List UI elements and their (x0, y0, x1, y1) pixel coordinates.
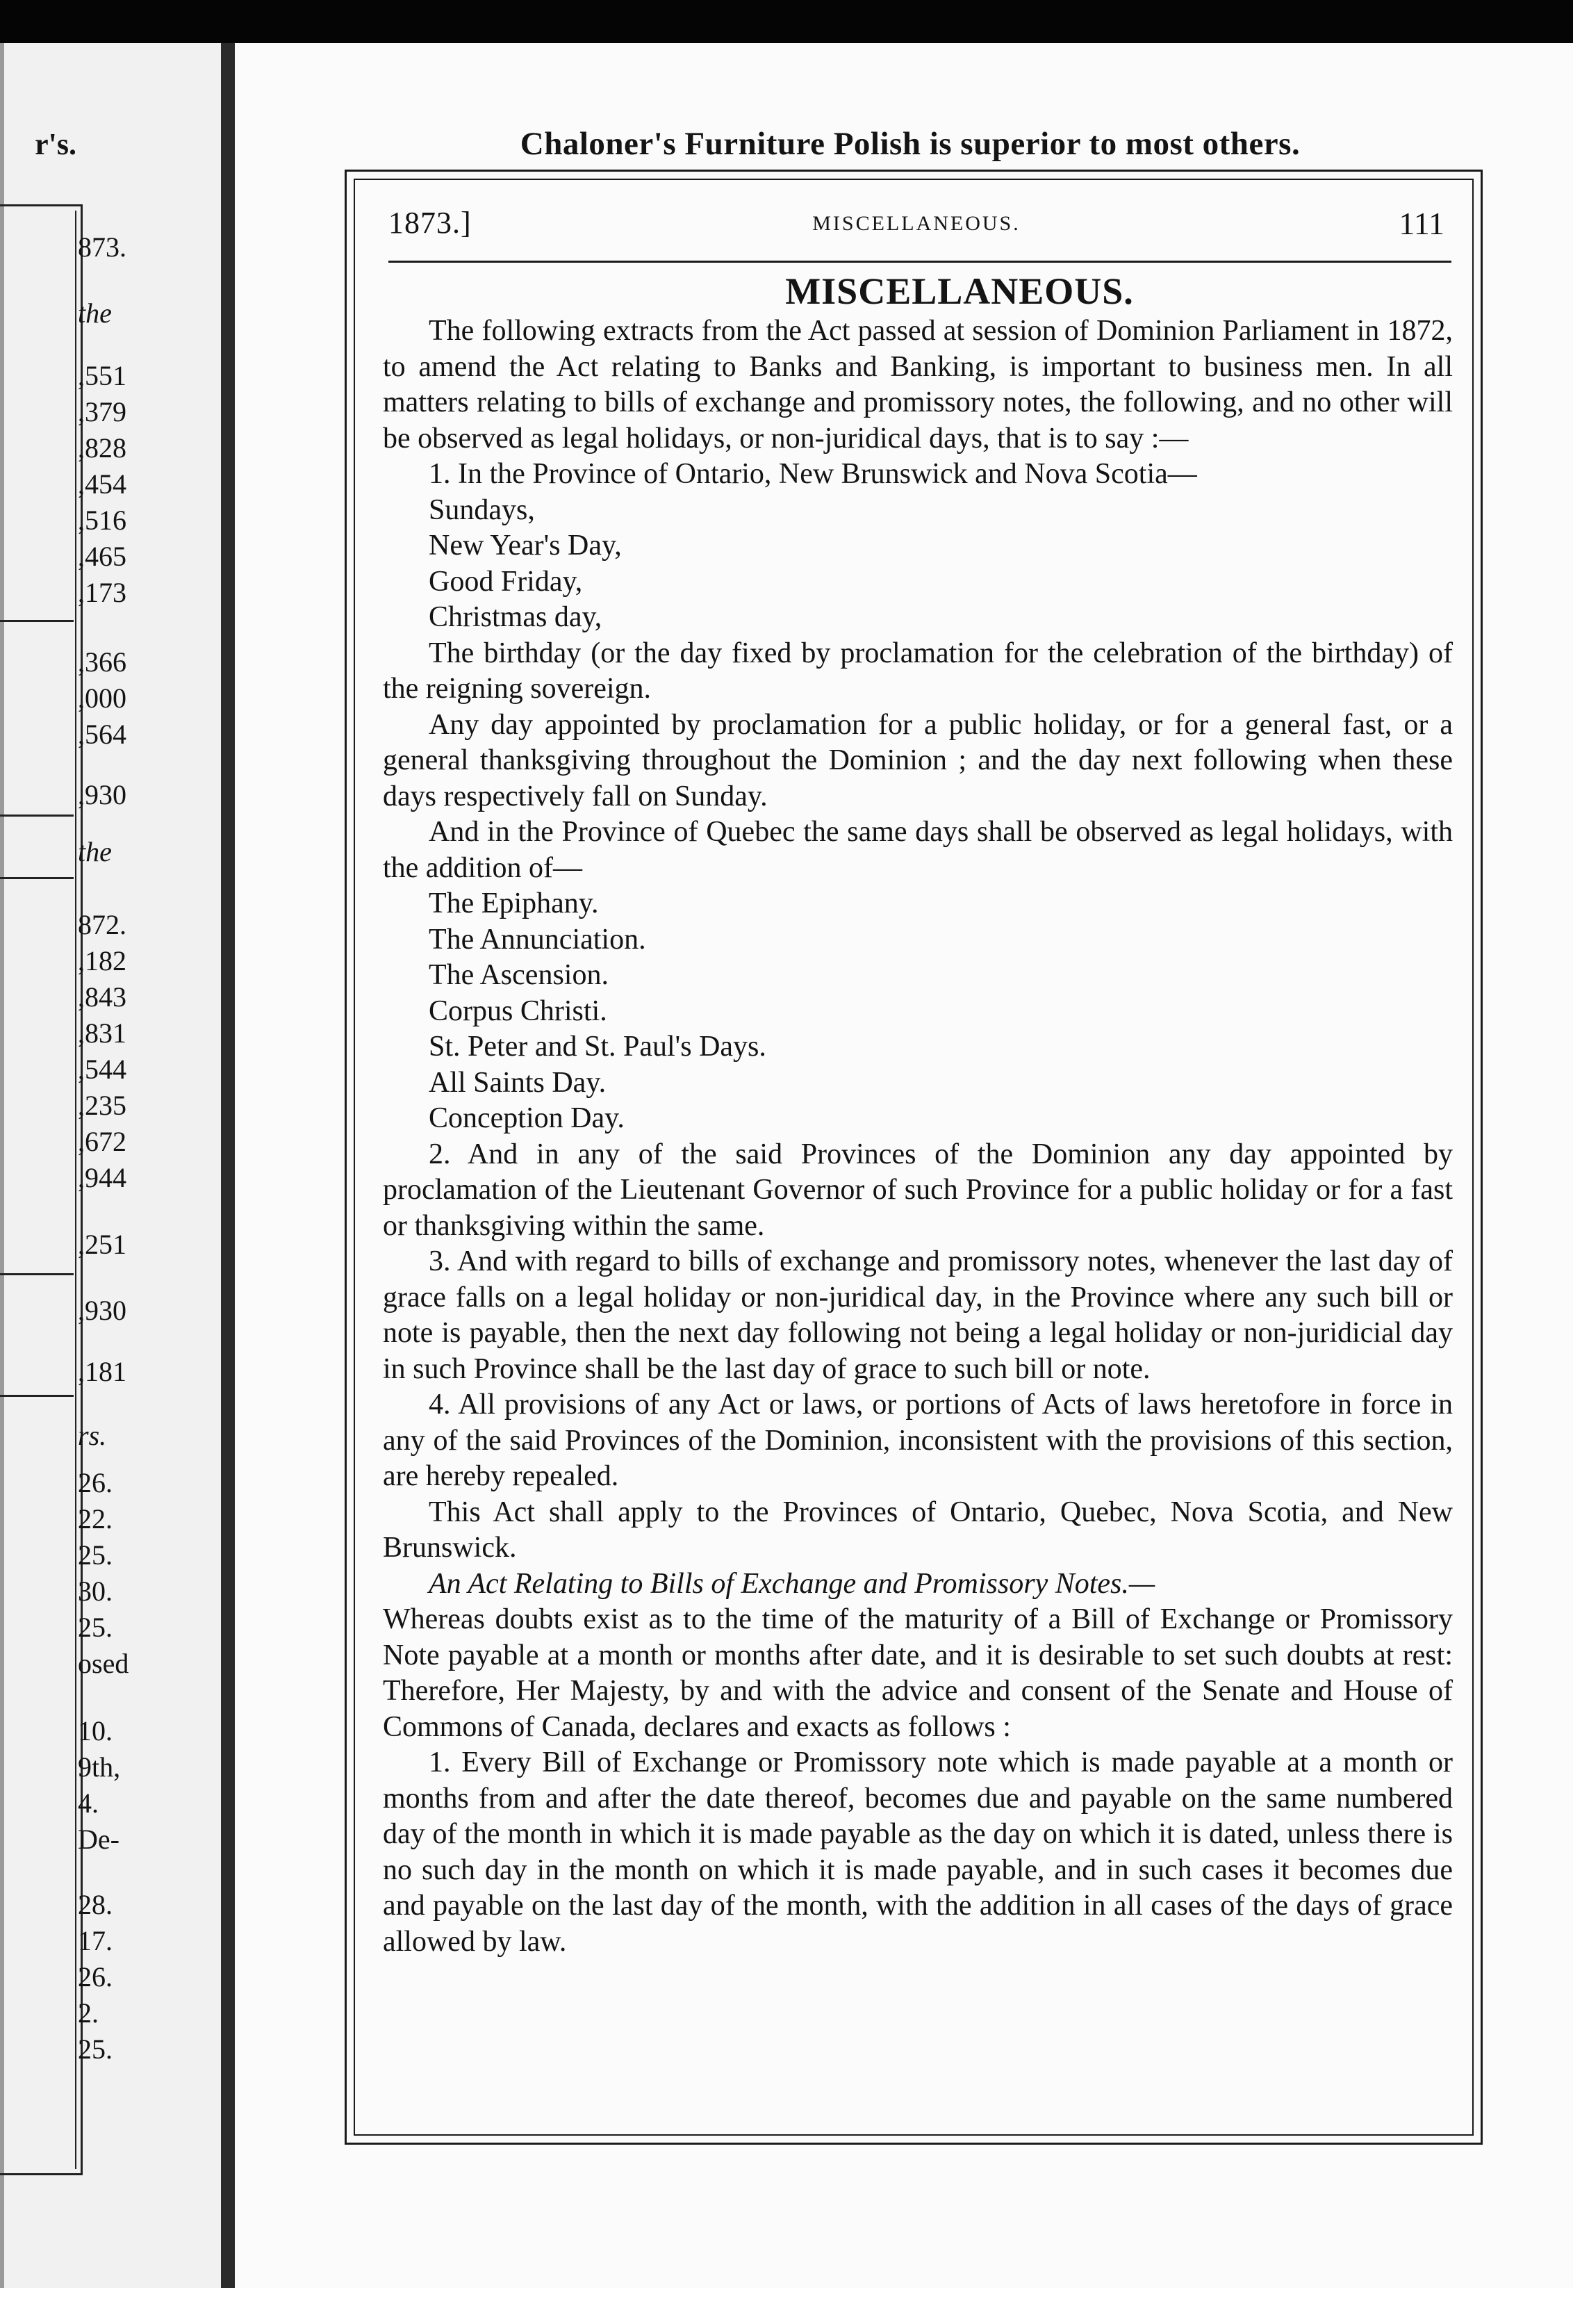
holiday-list-quebec (383, 886, 1453, 1137)
facing-page-line: 28. (78, 1889, 113, 1920)
holiday-item: The Ascension. (429, 959, 609, 991)
holiday-item: The Annunciation. (429, 923, 646, 956)
facing-page-line: 26. (78, 1467, 113, 1498)
facing-page-rule (0, 620, 74, 622)
facing-page-line: ,544 (78, 1054, 126, 1085)
facing-page-rule (0, 1273, 74, 1275)
facing-page-line: 872. (78, 909, 126, 940)
holiday-item: All Saints Day. (429, 1066, 607, 1099)
facing-page-line: 9th, (78, 1751, 121, 1783)
header-rule (388, 261, 1451, 263)
holiday-item: Christmas day, (429, 601, 602, 633)
facing-page-line: ,516 (78, 505, 126, 536)
facing-page-rule (0, 815, 74, 817)
holiday-item: The Epiphany. (429, 887, 599, 919)
running-head-section: MISCELLANEOUS. (812, 212, 1021, 235)
facing-page-line: 2. (78, 1997, 99, 2029)
facing-page-line: 25. (78, 1539, 113, 1571)
facing-page-line: osed (78, 1648, 129, 1679)
facing-page-line: ,564 (78, 719, 126, 750)
holiday-item: St. Peter and St. Paul's Days. (429, 1031, 766, 1063)
facing-page-frame (0, 204, 83, 2175)
facing-page-line: 30. (78, 1576, 113, 1607)
application-paragraph: This Act shall apply to the Provinces of Ontario, Quebec, Nova Scotia, and New Brunswick. (383, 1496, 1453, 1564)
act-paragraph (383, 1566, 1453, 1603)
facing-page-line: ,944 (78, 1162, 126, 1193)
facing-page-line: 10. (78, 1715, 113, 1746)
facing-page-line: ,672 (78, 1126, 126, 1157)
clause-1: 1. In the Province of Ontario, New Brunswick and Nova Scotia— (429, 458, 1197, 490)
clause-3: 3. And with regard to bills of exchange and promissory notes, whenever the last day of grace falls on a legal holiday or non-juridical day, in the Province where any such bill or note is payable, then the next day following not being a legal holiday or non-juridicial day in such Province shall be the last day of grace to such bill or note. (383, 1245, 1453, 1385)
holiday-item: Conception Day. (429, 1102, 625, 1134)
article-title: MISCELLANEOUS. (785, 270, 1134, 312)
facing-page-rule (0, 877, 74, 879)
facing-page-fragment (0, 43, 222, 2288)
holiday-item: Corpus Christi. (429, 995, 607, 1027)
section-1: 1. Every Bill of Exchange or Promissory note which is made payable at a month or months from and after the date thereof, becomes due and payable on the same numbered day of the month in which it is made payable as the day on which it is dated, unless there is no such day in the month on which it is made payable, and in such cases it becomes due and payable on the last day of the month, with the addition in all cases of the days of grace allowed by law. (383, 1746, 1453, 1958)
facing-page-line: ,930 (78, 1295, 126, 1326)
facing-page-line: ,379 (78, 396, 126, 427)
page-frame (345, 170, 1483, 2145)
running-head (388, 205, 1444, 247)
page-number: 111 (1399, 206, 1444, 241)
facing-page-line: 25. (78, 2034, 113, 2065)
facing-page-line: ,182 (78, 945, 126, 976)
facing-page-line: the (78, 297, 112, 329)
facing-page-line: ,551 (78, 360, 126, 391)
facing-page-line: 22. (78, 1503, 113, 1535)
intro-paragraph: The following extracts from the Act passed at session of Dominion Parliament in 1872, to amend the Act relating to Banks and Banking, is important to business men. In all matters relating to bills of exchange and promissory notes, the following, and no other will be observed as legal holidays, or non-juridical days, that is to say :— (383, 315, 1453, 455)
birthday-paragraph: The birthday (or the day fixed by proclamation for the celebration of the birthday) of the reigning sovereign. (383, 637, 1453, 705)
running-head-year: 1873.] (388, 206, 472, 240)
facing-page-line: ,843 (78, 981, 126, 1013)
holiday-item: New Year's Day, (429, 530, 622, 562)
act-title: An Act Relating to Bills of Exchange and Promissory Notes.— (429, 1567, 1155, 1600)
facing-page-line: ,828 (78, 432, 126, 464)
facing-page-rule (0, 1395, 74, 1397)
facing-page-line: the (78, 836, 112, 867)
facing-page-line: De- (78, 1824, 120, 1855)
facing-page-line: ,465 (78, 541, 126, 572)
facing-page-line: ,366 (78, 646, 126, 678)
clause-4: 4. All provisions of any Act or laws, or portions of Acts of laws heretofore in force in any of the said Provinces of the Dominion, inconsistent with the provisions of this section, are hereby repealed. (383, 1389, 1453, 1492)
facing-page-line: 26. (78, 1961, 113, 1992)
binding-gutter (221, 43, 235, 2288)
holiday-item: Good Friday, (429, 565, 583, 598)
facing-page-line: ,831 (78, 1017, 126, 1049)
facing-page-line: ,454 (78, 468, 126, 500)
facing-page-header: r's. (35, 127, 76, 161)
holiday-list-ontario (383, 493, 1453, 636)
facing-page-line: 4. (78, 1787, 99, 1819)
facing-page-line: ,181 (78, 1356, 126, 1387)
facing-page-line: ,000 (78, 682, 126, 714)
facing-page-line: ,251 (78, 1229, 126, 1260)
facing-page-line: ,930 (78, 779, 126, 810)
article (383, 269, 1453, 1960)
proclamation-paragraph: Any day appointed by proclamation for a public holiday, or for a general fast, or a general thanksgiving throughout the Dominion ; and the day next following when these days respectively fall on Sunday. (383, 708, 1453, 812)
facing-page-line: 17. (78, 1925, 113, 1956)
advertisement-line: Chaloner's Furniture Polish is superior to most others. (520, 126, 1301, 162)
clause-2: 2. And in any of the said Provinces of the Dominion any day appointed by proclamation of the Lieutenant Governor of such Province for a public holiday or for a fast or thanksgiving within the same. (383, 1138, 1453, 1242)
holiday-item: Sundays, (429, 493, 535, 526)
whereas-paragraph: Whereas doubts exist as to the time of the maturity of a Bill of Exchange or Promissory Note payable at a month or months after date, and it is desirable to set such doubts at rest: Therefore, Her Majesty, by and with the advice and consent of the Senate and House of Commons of Canada, declares and exacts as follows : (383, 1603, 1453, 1743)
facing-page-line: 25. (78, 1612, 113, 1643)
facing-page-line: rs. (78, 1420, 107, 1451)
facing-page-line: 873. (78, 231, 126, 263)
facing-page-line: ,173 (78, 577, 126, 608)
quebec-paragraph: And in the Province of Quebec the same days shall be observed as legal holidays, with the addition of— (383, 816, 1453, 884)
facing-page-line: ,235 (78, 1090, 126, 1121)
facing-page-text (0, 43, 221, 2288)
page-frame-inner (354, 179, 1474, 2136)
